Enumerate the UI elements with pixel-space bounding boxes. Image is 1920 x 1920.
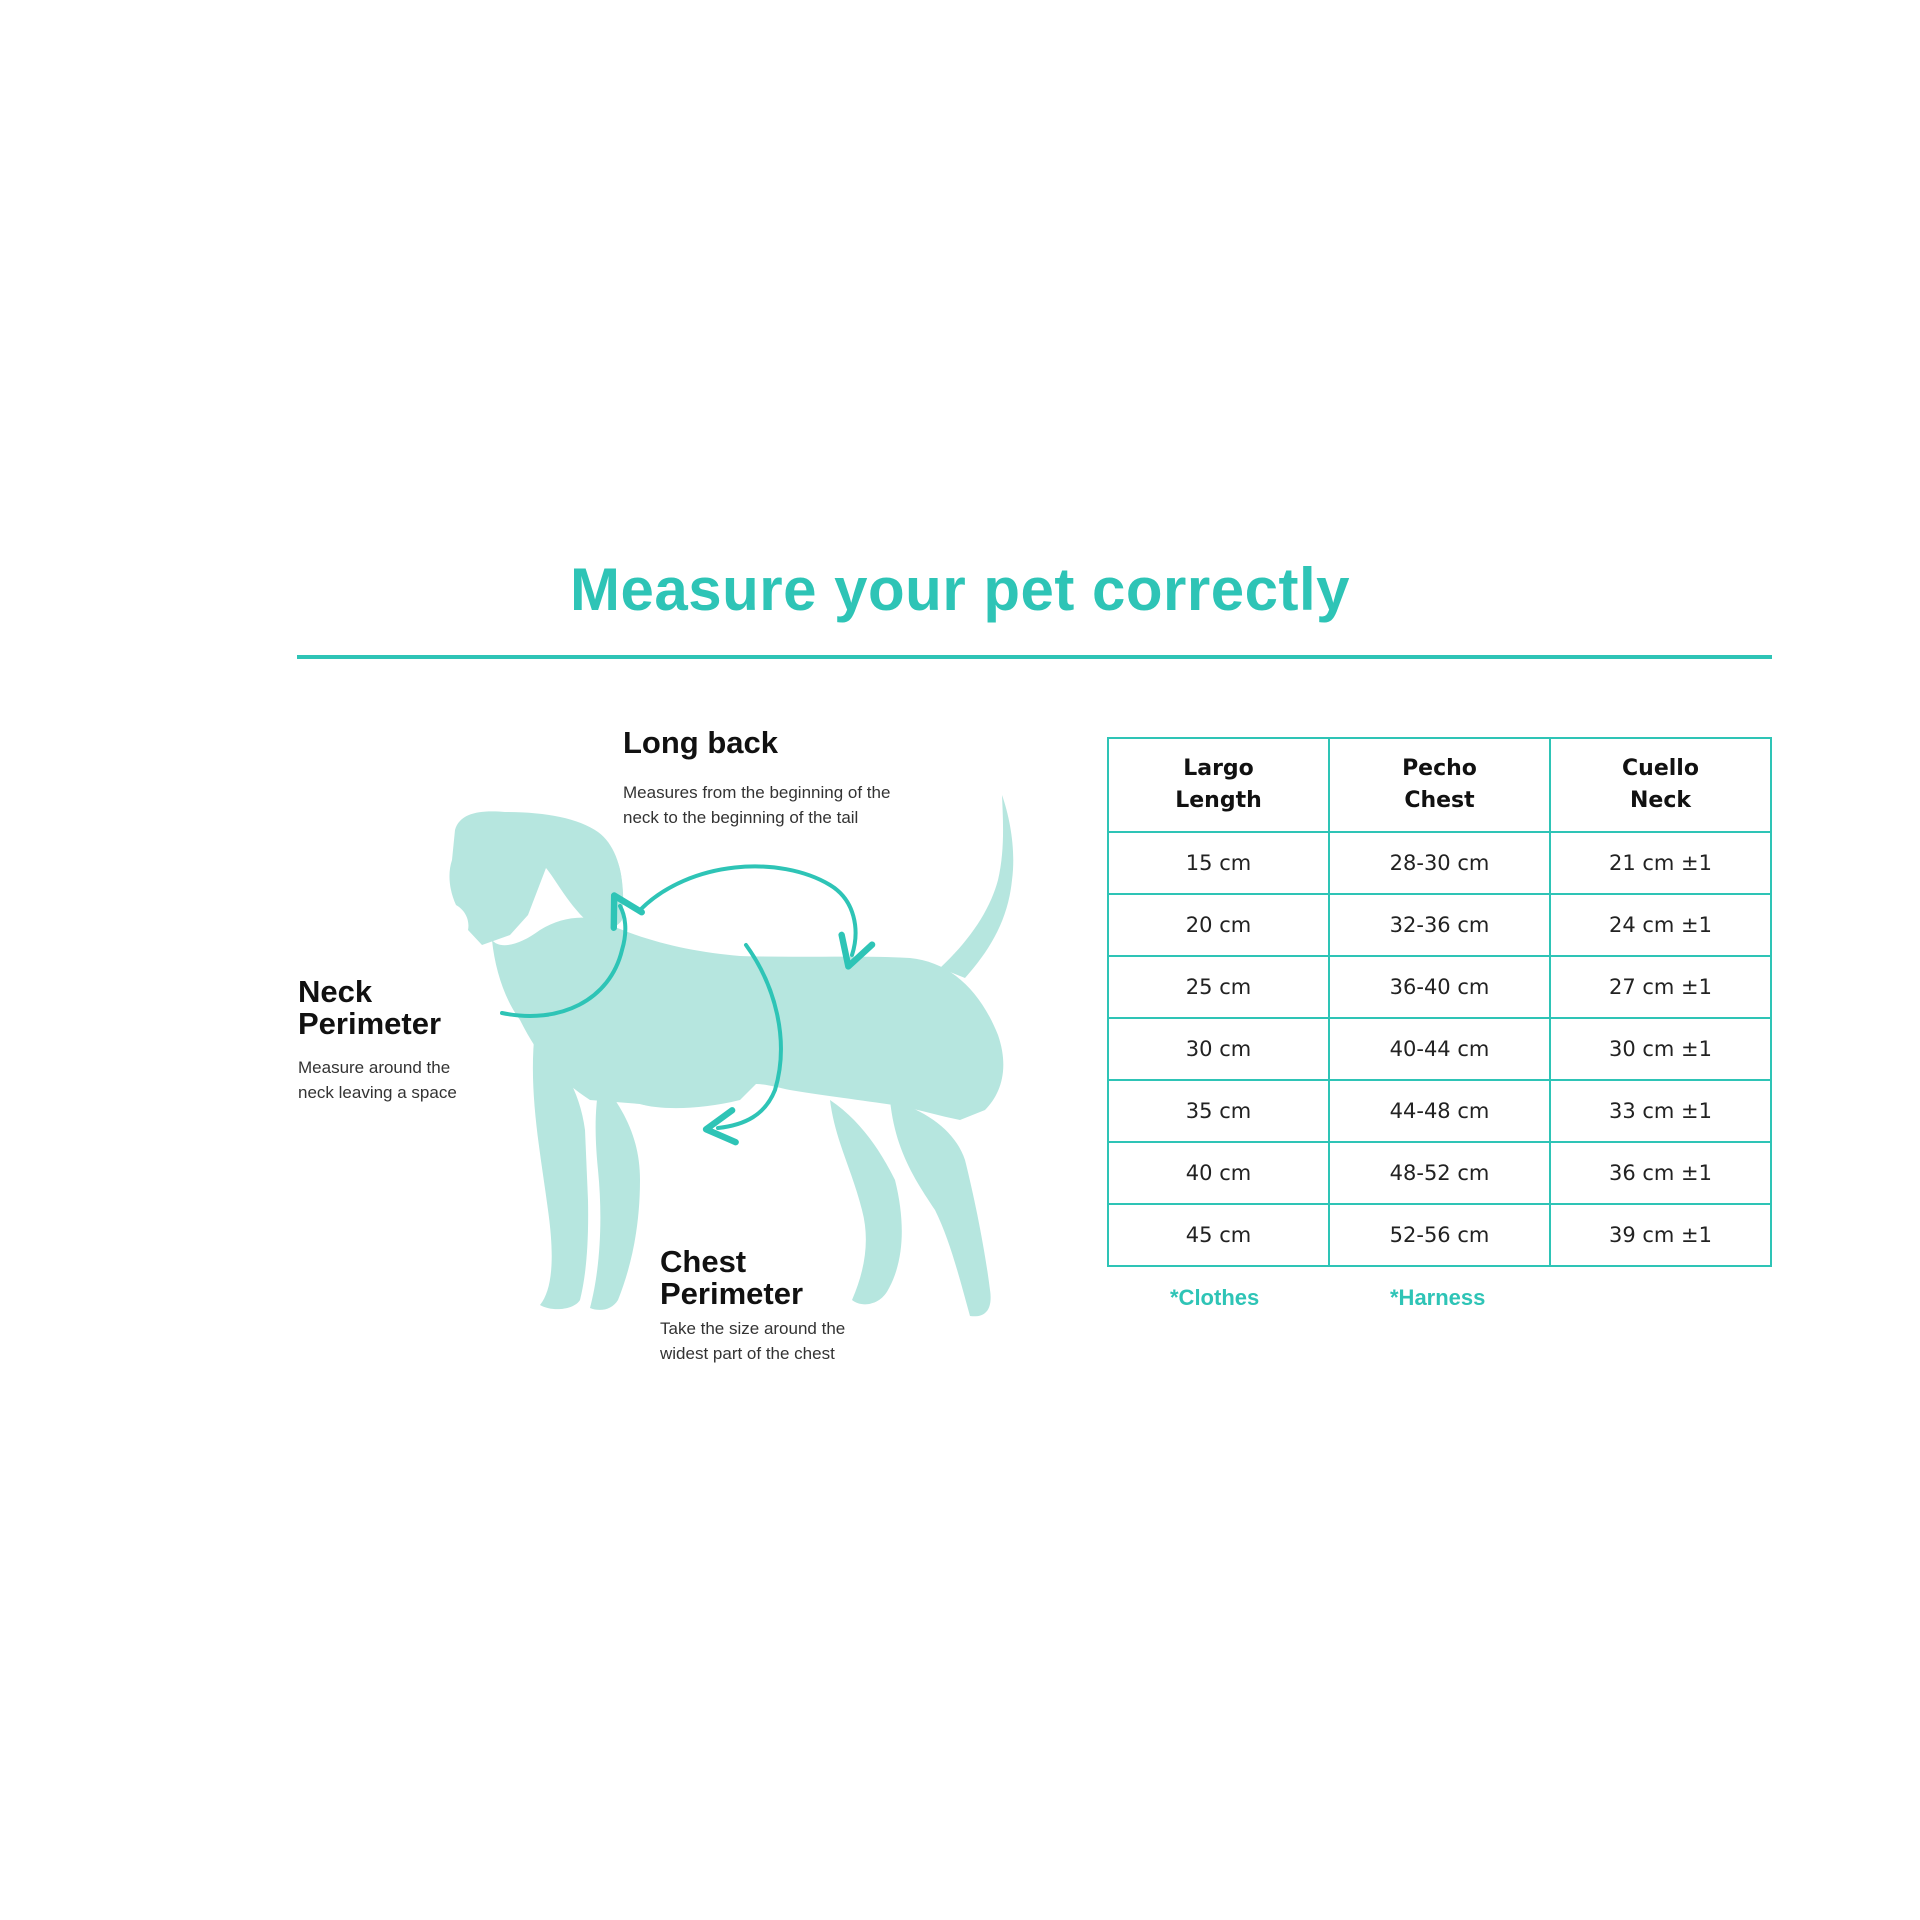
header-neck: Cuello Neck <box>1550 738 1771 832</box>
table-row <box>1108 1018 1771 1080</box>
note-harness: *Harness <box>1390 1285 1486 1310</box>
table-row <box>1108 1204 1771 1266</box>
header-length: Largo Length <box>1108 738 1329 832</box>
cell-chest: 48-52 cm <box>1329 1142 1550 1204</box>
cell-neck: 39 cm ±1 <box>1550 1204 1771 1266</box>
cell-length: 35 cm <box>1108 1080 1329 1142</box>
neck-title-2: Perimeter <box>298 1006 442 1041</box>
page-title: Measure your pet correctly <box>570 556 1350 623</box>
cell-length: 45 cm <box>1108 1204 1329 1266</box>
note-clothes: *Clothes <box>1170 1285 1260 1310</box>
cell-chest: 32-36 cm <box>1329 894 1550 956</box>
cell-neck: 36 cm ±1 <box>1550 1142 1771 1204</box>
table-row <box>1108 894 1771 956</box>
table-row <box>1108 956 1771 1018</box>
cell-neck: 21 cm ±1 <box>1550 832 1771 894</box>
cell-neck: 30 cm ±1 <box>1550 1018 1771 1080</box>
table-header-row <box>1108 738 1771 832</box>
cell-length: 15 cm <box>1108 832 1329 894</box>
chest-desc-1: Take the size around the <box>660 1319 846 1338</box>
long-back-arrow <box>640 866 856 955</box>
cell-chest: 52-56 cm <box>1329 1204 1550 1266</box>
cell-chest: 28-30 cm <box>1329 832 1550 894</box>
table-row <box>1108 832 1771 894</box>
neck-desc-1: Measure around the <box>298 1058 451 1077</box>
header-chest: Pecho Chest <box>1329 738 1550 832</box>
cell-chest: 44-48 cm <box>1329 1080 1550 1142</box>
cell-neck: 27 cm ±1 <box>1550 956 1771 1018</box>
cell-neck: 33 cm ±1 <box>1550 1080 1771 1142</box>
size-table <box>1107 737 1772 1267</box>
cell-length: 40 cm <box>1108 1142 1329 1204</box>
table-row <box>1108 1080 1771 1142</box>
neck-desc-2: neck leaving a space <box>298 1083 457 1102</box>
cell-chest: 40-44 cm <box>1329 1018 1550 1080</box>
table-row <box>1108 1142 1771 1204</box>
chest-title-1: Chest <box>660 1244 747 1279</box>
neck-title-1: Neck <box>298 974 373 1009</box>
chest-desc-2: widest part of the chest <box>660 1344 835 1363</box>
dog-silhouette <box>449 795 1013 1316</box>
cell-chest: 36-40 cm <box>1329 956 1550 1018</box>
long-back-title: Long back <box>623 725 779 760</box>
long-back-desc-2: neck to the beginning of the tail <box>623 808 859 827</box>
cell-length: 25 cm <box>1108 956 1329 1018</box>
chest-title-2: Perimeter <box>660 1276 804 1311</box>
cell-length: 20 cm <box>1108 894 1329 956</box>
cell-length: 30 cm <box>1108 1018 1329 1080</box>
long-back-desc-1: Measures from the beginning of the <box>623 783 891 802</box>
cell-neck: 24 cm ±1 <box>1550 894 1771 956</box>
